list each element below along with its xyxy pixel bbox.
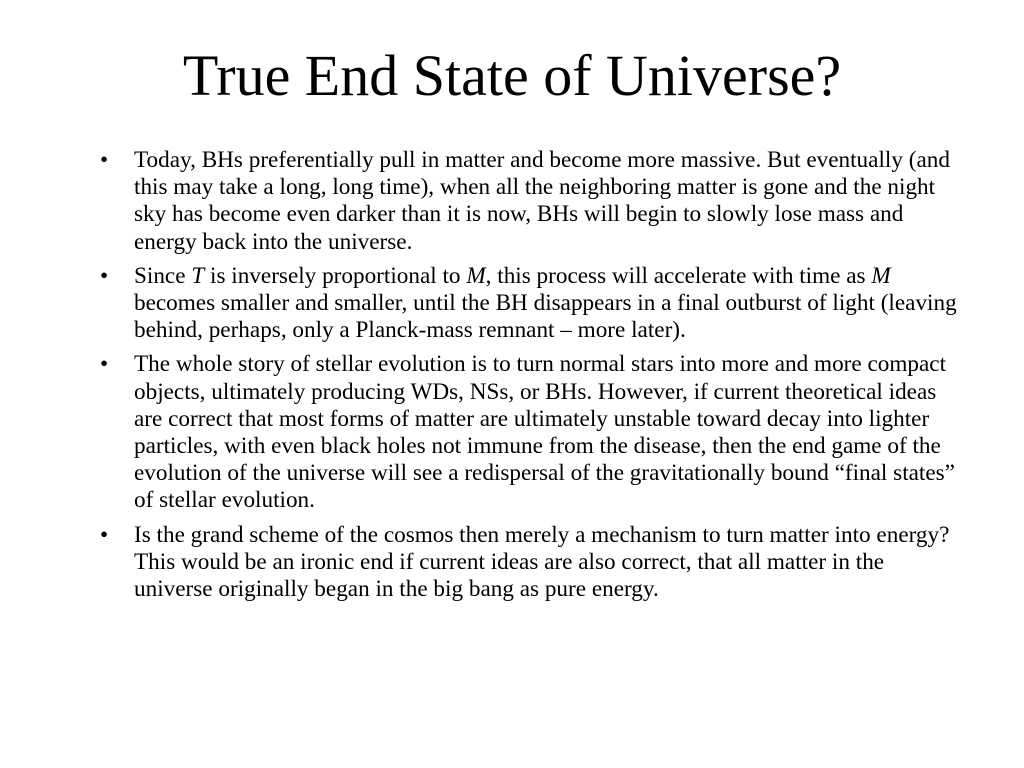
bullet-text	[134, 522, 949, 602]
bullet-item	[100, 522, 960, 604]
slide-title: True End State of Universe?	[182, 43, 842, 108]
bullet-marker: •	[100, 351, 109, 378]
bullet-text	[134, 147, 950, 255]
bullet-text	[134, 263, 957, 343]
bullet-text-segment: becomes smaller and smaller, until the BH disappears in a final outburst of light (leaving behind, perhaps, only a Planck-mass remnant – more later).	[134, 290, 957, 344]
bullet-item	[100, 351, 960, 514]
bullet-marker: •	[100, 262, 109, 289]
bullet-text-segment: Today, BHs preferentially pull in matter and become more massive. But eventually (and this may take a long, long time), when all the neighboring matter is gone and the night sky has become even darker than it is now, BHs will begin to slowly lose mass and energy back into the universe.	[134, 147, 950, 255]
bullet-text-segment: Is the grand scheme of the cosmos then merely a mechanism to turn matter into energy? This would be an ironic end if current ideas are also correct, that all matter in the universe originally began in the big bang as pure energy.	[134, 521, 950, 603]
italic-variable: T	[191, 262, 205, 289]
italic-variable: M	[466, 262, 486, 289]
bullet-marker: •	[100, 521, 109, 548]
bullet-text-segment: is inversely proportional to	[204, 262, 467, 289]
bullet-item	[100, 147, 960, 256]
bullet-text-segment: , this process will accelerate with time as	[485, 262, 872, 289]
bullet-text	[134, 351, 955, 513]
bullet-marker: •	[100, 147, 109, 173]
italic-variable: M	[871, 262, 891, 289]
bullet-list	[100, 147, 960, 610]
bullet-text-segment: The whole story of stellar evolution is to turn normal stars into more and more compact objects, ultimately producing WDs, NSs, or BHs. However, if current theoretical ideas are correct that most forms of matter are ultimately unstable toward decay into lighter particles, with even black holes not immune from the disease, then the end game of the evolution of the universe will see a redispersal of the gravitationally bound “final states” of stellar evolution.	[134, 351, 955, 514]
bullet-item	[100, 263, 960, 345]
bullet-text-segment: Since	[134, 262, 192, 289]
